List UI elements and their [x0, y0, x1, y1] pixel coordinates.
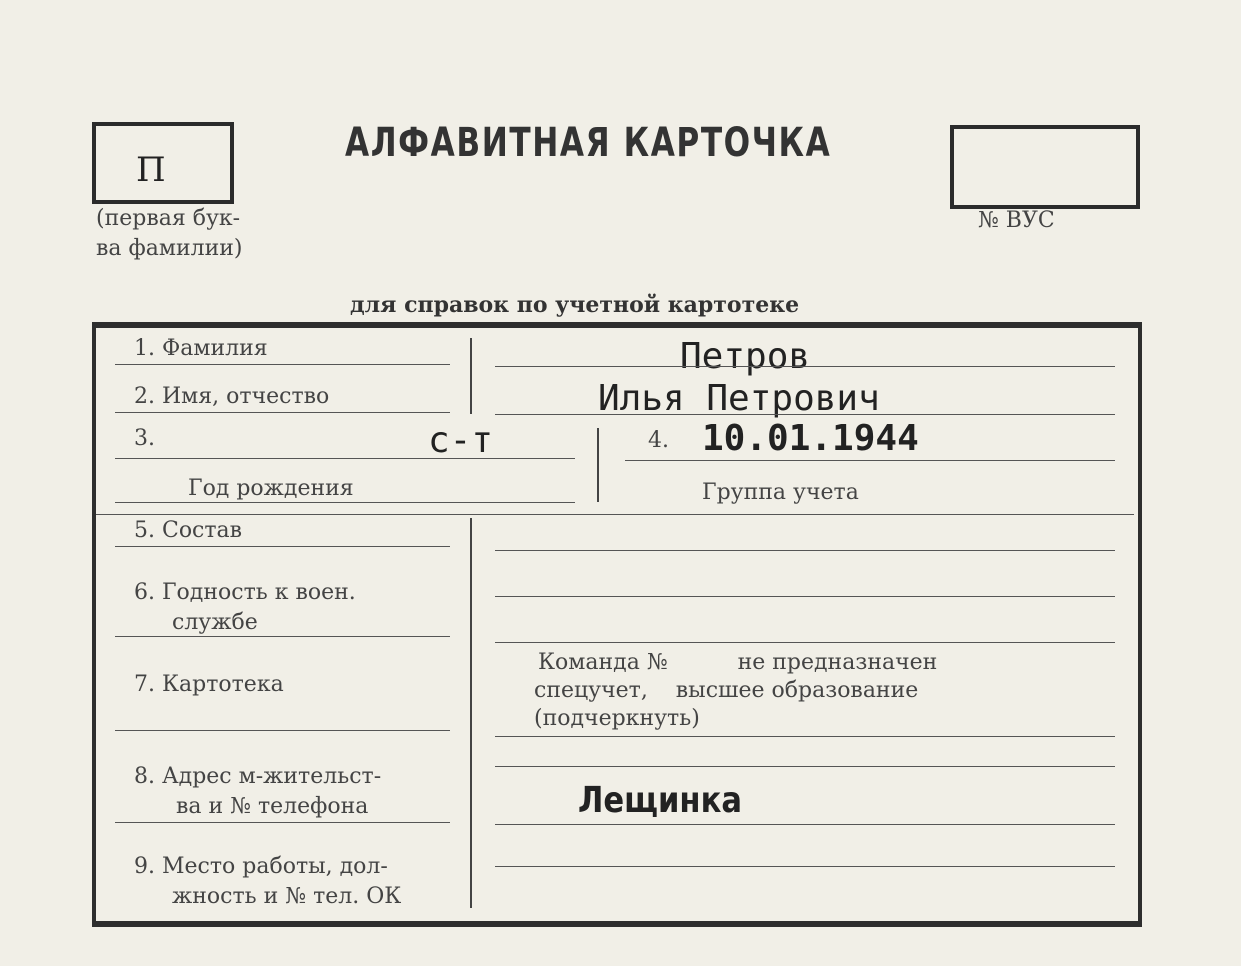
field-3-caption-line — [115, 502, 575, 503]
vus-box — [950, 125, 1140, 209]
letter-caption-line1: (первая бук- — [96, 206, 241, 231]
card-title: АЛФАВИТНАЯ КАРТОЧКА — [345, 120, 832, 166]
field-4-caption: Группа учета — [702, 480, 859, 505]
field-3-line — [115, 458, 575, 459]
field-composition-line — [115, 546, 450, 547]
right-line-1 — [495, 550, 1115, 551]
right-line-6 — [495, 824, 1115, 825]
field-3-number: 3. — [134, 426, 155, 451]
divider-vertical-bottom — [470, 518, 472, 908]
field-4-number: 4. — [648, 428, 669, 453]
divider-vertical-top — [470, 338, 472, 414]
vus-label: № ВУС — [978, 208, 1055, 233]
card-subtitle: для справок по учетной картотеке — [350, 292, 800, 318]
right-line-4 — [495, 736, 1115, 737]
letter-caption-line2: ва фамилии) — [96, 236, 243, 261]
field-cardfile-text-line2: спецучет, высшее образование — [534, 678, 919, 703]
right-line-3 — [495, 642, 1115, 643]
right-line-2 — [495, 596, 1115, 597]
field-cardfile-label: 7. Картотека — [134, 672, 284, 697]
field-address-line — [115, 822, 450, 823]
field-work-label-line1: 9. Место работы, дол- — [134, 854, 388, 879]
field-fitness-label-line2: службе — [172, 610, 258, 635]
field-fitness-label-line1: 6. Годность к воен. — [134, 580, 356, 605]
divider-vertical-mid — [597, 428, 599, 502]
field-surname-line-right — [495, 366, 1115, 367]
field-address-label-line2: ва и № телефона — [176, 794, 369, 819]
field-cardfile-text-line1: Команда № не предназначен — [538, 650, 938, 675]
field-cardfile-line — [115, 730, 450, 731]
field-name-label: 2. Имя, отчество — [134, 384, 330, 409]
field-name-line-left — [115, 412, 450, 413]
field-name-line-right — [495, 414, 1115, 415]
field-4-value: 10.01.1944 — [702, 418, 919, 459]
field-3-caption: Год рождения — [188, 476, 354, 501]
field-surname-line-left — [115, 364, 450, 365]
field-surname-value: Петров — [680, 336, 811, 377]
letter-value: П — [136, 150, 166, 190]
field-4-line — [625, 460, 1115, 461]
field-fitness-line — [115, 636, 450, 637]
row-separator-1 — [96, 514, 1134, 515]
field-address-label-line1: 8. Адрес м-жительст- — [134, 764, 382, 789]
field-work-label-line2: жность и № тел. ОК — [172, 884, 402, 909]
field-composition-label: 5. Состав — [134, 518, 243, 543]
field-cardfile-text-line3: (подчеркнуть) — [534, 706, 700, 731]
right-line-7 — [495, 866, 1115, 867]
field-surname-label: 1. Фамилия — [134, 336, 268, 361]
field-address-value: Лещинка — [578, 780, 742, 821]
field-name-value: Илья Петрович — [598, 378, 880, 419]
field-3-value: с-т — [428, 420, 494, 461]
right-line-5 — [495, 766, 1115, 767]
